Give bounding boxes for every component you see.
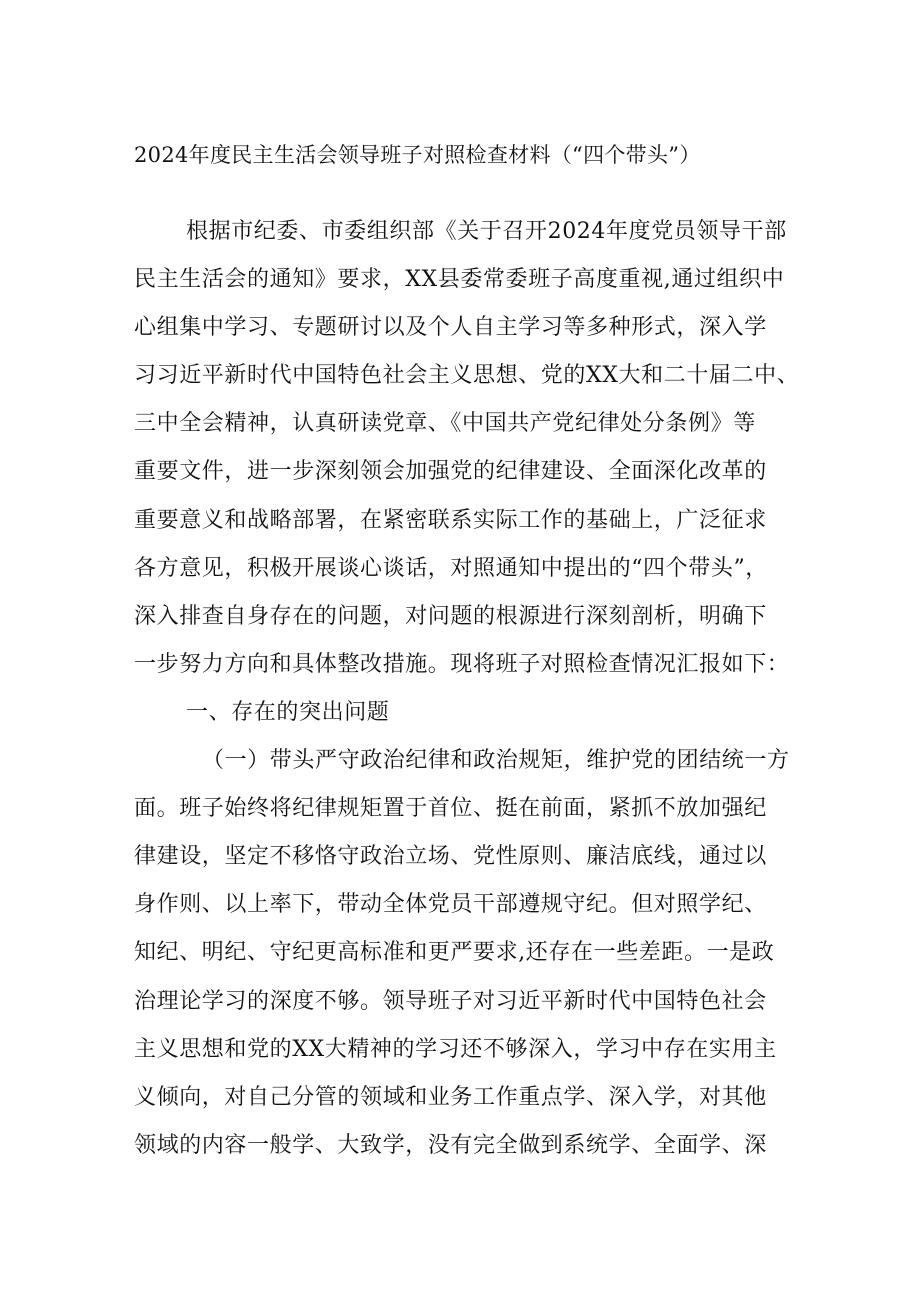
paragraph-line: 各方意见，积极开展谈心谈话，对照通知中提出的“四个带头”， — [134, 555, 768, 581]
paragraph-line: 知纪、明纪、守纪更高标准和更严要求,还存在一些差距。一是政 — [134, 940, 775, 966]
document-title: 2024年度民主生活会领导班子对照检查材料（“四个带头”） — [134, 143, 701, 167]
paragraph-line: 民主生活会的通知》要求，XX县委常委班子高度重视,通过组织中 — [134, 267, 785, 293]
document-body — [134, 210, 800, 1172]
paragraph-line: 领域的内容一般学、大致学，没有完全做到系统学、全面学、深 — [134, 1132, 767, 1158]
paragraph-line: 治理论学习的深度不够。领导班子对习近平新时代中国特色社会 — [134, 988, 767, 1014]
paragraph-line: 重要意义和战略部署，在紧密联系实际工作的基础上，广泛征求 — [134, 507, 767, 533]
paragraph-line: 一步努力方向和具体整改措施。现将班子对照检查情况汇报如下： — [134, 651, 790, 677]
paragraph-line: 身作则、以上率下，带动全体党员干部遵规守纪。但对照学纪、 — [134, 892, 767, 918]
paragraph-line: 深入排查自身存在的问题，对问题的根源进行深刻剖析，明确下 — [134, 603, 767, 629]
paragraph-line: 义倾向，对自己分管的领域和业务工作重点学、深入学，对其他 — [134, 1084, 767, 1110]
paragraph-line: 三中全会精神，认真研读党章、《中国共产党纪律处分条例》等 — [134, 411, 756, 437]
paragraph-line: 主义思想和党的XX大精神的学习还不够深入，学习中存在实用主 — [134, 1036, 777, 1062]
section-heading: 一、存在的突出问题 — [186, 699, 390, 725]
subsection-line: （一）带头严守政治纪律和政治规矩，维护党的团结统一方 — [202, 748, 790, 774]
paragraph-line: 重要文件，进一步深刻领会加强党的纪律建设、全面深化改革的 — [134, 459, 767, 485]
paragraph-line: 律建设，坚定不移恪守政治立场、党性原则、廉洁底线，通过以 — [134, 844, 767, 870]
paragraph-line: 面。班子始终将纪律规矩置于首位、挺在前面，紧抓不放加强纪 — [134, 796, 767, 822]
paragraph-line: 习习近平新时代中国特色社会主义思想、党的XX大和二十届二中、 — [134, 363, 800, 389]
paragraph-line: 根据市纪委、市委组织部《关于召开2024年度党员领导干部 — [186, 219, 787, 244]
paragraph-line: 心组集中学习、专题研讨以及个人自主学习等多种形式，深入学 — [134, 315, 767, 341]
